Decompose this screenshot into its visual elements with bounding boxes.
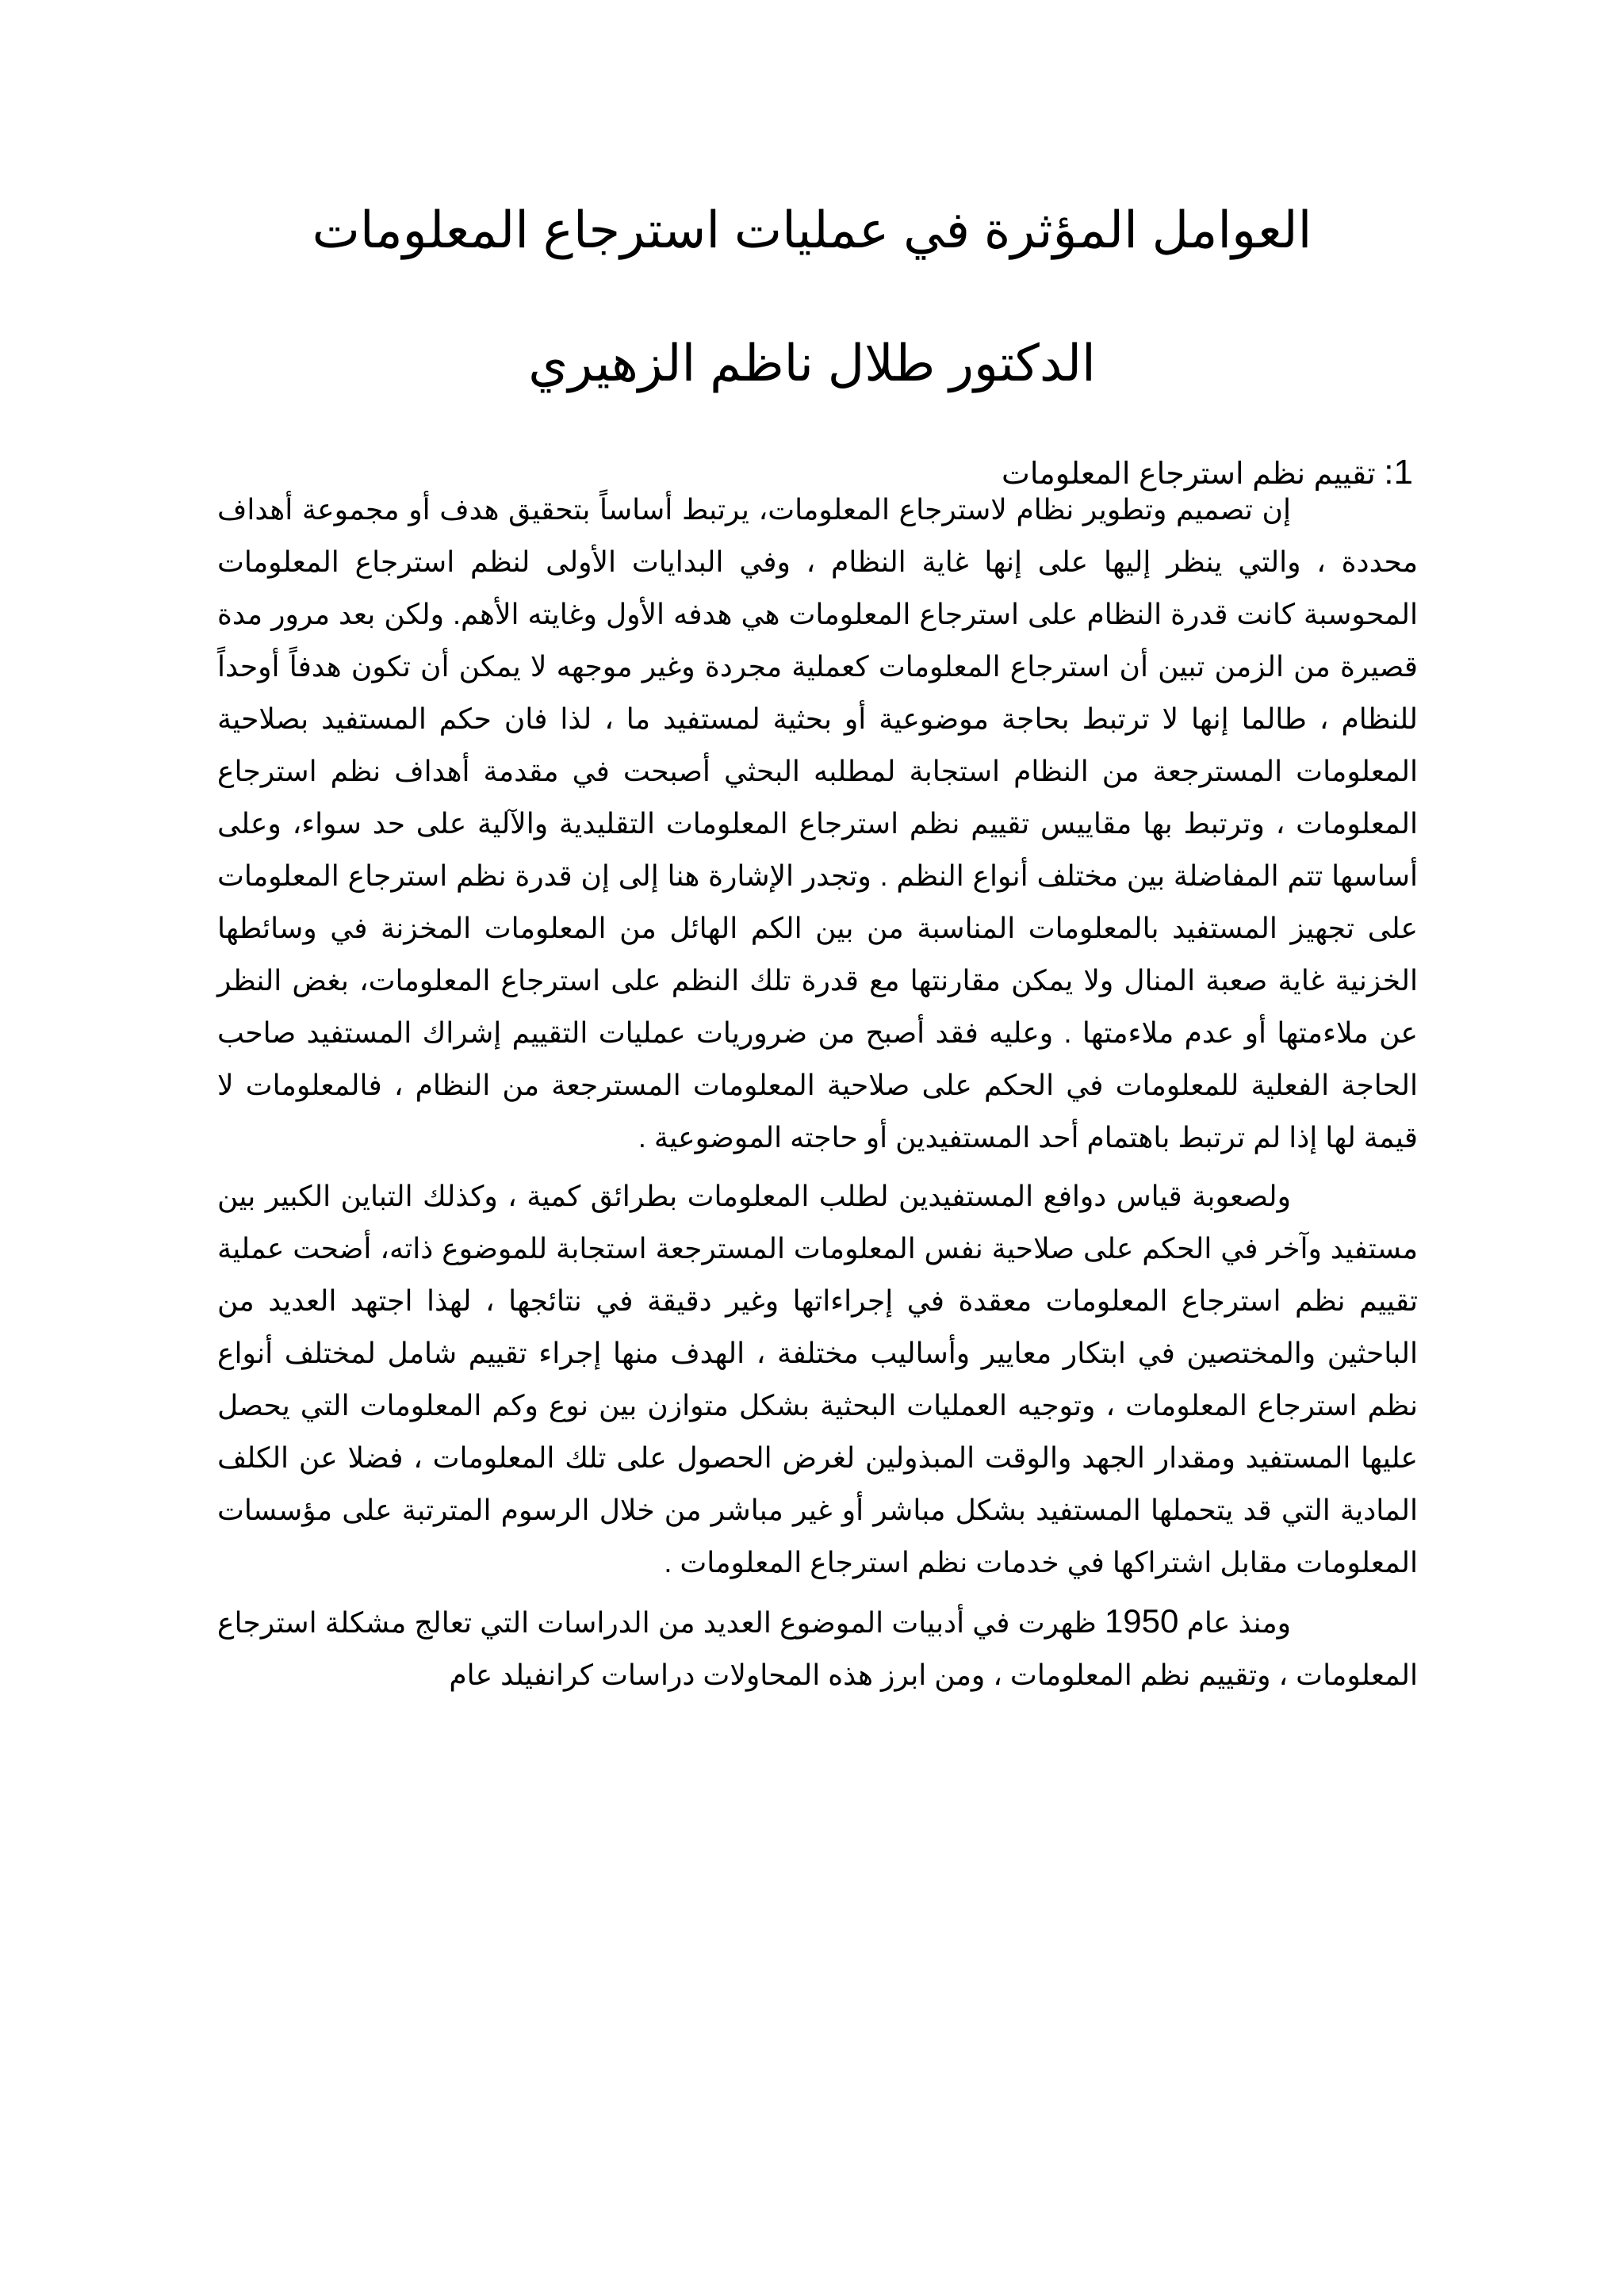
document-title: العوامل المؤثرة في عمليات استرجاع المعلومات [312, 201, 1312, 258]
paragraph-text: ومنذ عام [1186, 1606, 1291, 1639]
paragraph-text: ظهرت في أدبيات الموضوع العديد من الدراسات التي تعالج مشكلة استرجاع المعلومات ، وتقييم نظم المعلومات ، ومن ابرز هذه المحاولات دراسات كرانفيلد عام [217, 1606, 1418, 1691]
year-value: 1950 [1104, 1602, 1179, 1640]
author-name: الدكتور طلال ناظم الزهيري [528, 335, 1096, 392]
paragraph [217, 1595, 1418, 1701]
paragraph: ولصعوبة قياس دوافع المستفيدين لطلب المعلومات بطرائق كمية ، وكذلك التباين الكبير بين مستفيد وآخر في الحكم على صلاحية نفس المعلومات المسترجعة استجابة للموضوع ذاته، أضحت عملية تقييم نظم استرجاع المعلومات معقدة في إجراءاتها وغير دقيقة في نتائجها ، لهذا اجتهد العديد من الباحثين والمختصين في ابتكار معايير وأساليب مختلفة ، الهدف منها إجراء تقييم شامل لمختلف أنواع نظم استرجاع المعلومات ، وتوجيه العمليات البحثية بشكل متوازن بين نوع وكم المعلومات التي يحصل عليها المستفيد ومقدار الجهد والوقت المبذولين لغرض الحصول على تلك المعلومات ، فضلا عن الكلف المادية التي قد يتحملها المستفيد بشكل مباشر أو غير مباشر من خلال الرسوم المترتبة على مؤسسات المعلومات مقابل اشتراكها في خدمات نظم استرجاع المعلومات . [217, 1180, 1418, 1578]
body-text [217, 484, 1418, 1701]
section-title: تقييم نظم استرجاع المعلومات [1002, 457, 1376, 491]
section-number: 1: [1384, 453, 1413, 492]
paragraph: إن تصميم وتطوير نظام لاسترجاع المعلومات، يرتبط أساساً بتحقيق هدف أو مجموعة أهداف محددة ، والتي ينظر إليها على إنها غاية النظام ، وفي البدايات الأولى لنظم استرجاع المعلومات المحوسبة كانت قدرة النظام على استرجاع المعلومات هي هدفه الأول وغايته الأهم. ولكن بعد مرور مدة قصيرة من الزمن تبين أن استرجاع المعلومات كعملية مجردة وغير موجهه لا يمكن أن تكون هدفاً أوحداً للنظام ، طالما إنها لا ترتبط بحاجة موضوعية أو بحثية لمستفيد ما ، لذا فان حكم المستفيد بصلاحية المعلومات المسترجعة من النظام استجابة لمطلبه البحثي أصبحت في مقدمة أهداف نظم استرجاع المعلومات ، وترتبط بها مقاييس تقييم نظم استرجاع المعلومات التقليدية والآلية على حد سواء، وعلى أساسها تتم المفاضلة بين مختلف أنواع النظم . وتجدر الإشارة هنا إلى إن قدرة نظم استرجاع المعلومات على تجهيز المستفيد بالمعلومات المناسبة من بين الكم الهائل من المعلومات المخزنة في وسائطها الخزنية غاية صعبة المنال ولا يمكن مقارنتها مع قدرة تلك النظم على استرجاع المعلومات، بغض النظر عن ملاءمتها أو عدم ملاءمتها . وعليه فقد أصبح من ضروريات عمليات التقييم إشراك المستفيد صاحب الحاجة الفعلية للمعلومات في الحكم على صلاحية المعلومات المسترجعة من النظام ، فالمعلومات لا قيمة لها إذا لم ترتبط باهتمام أحد المستفيدين أو حاجته الموضوعية . [217, 493, 1418, 1154]
